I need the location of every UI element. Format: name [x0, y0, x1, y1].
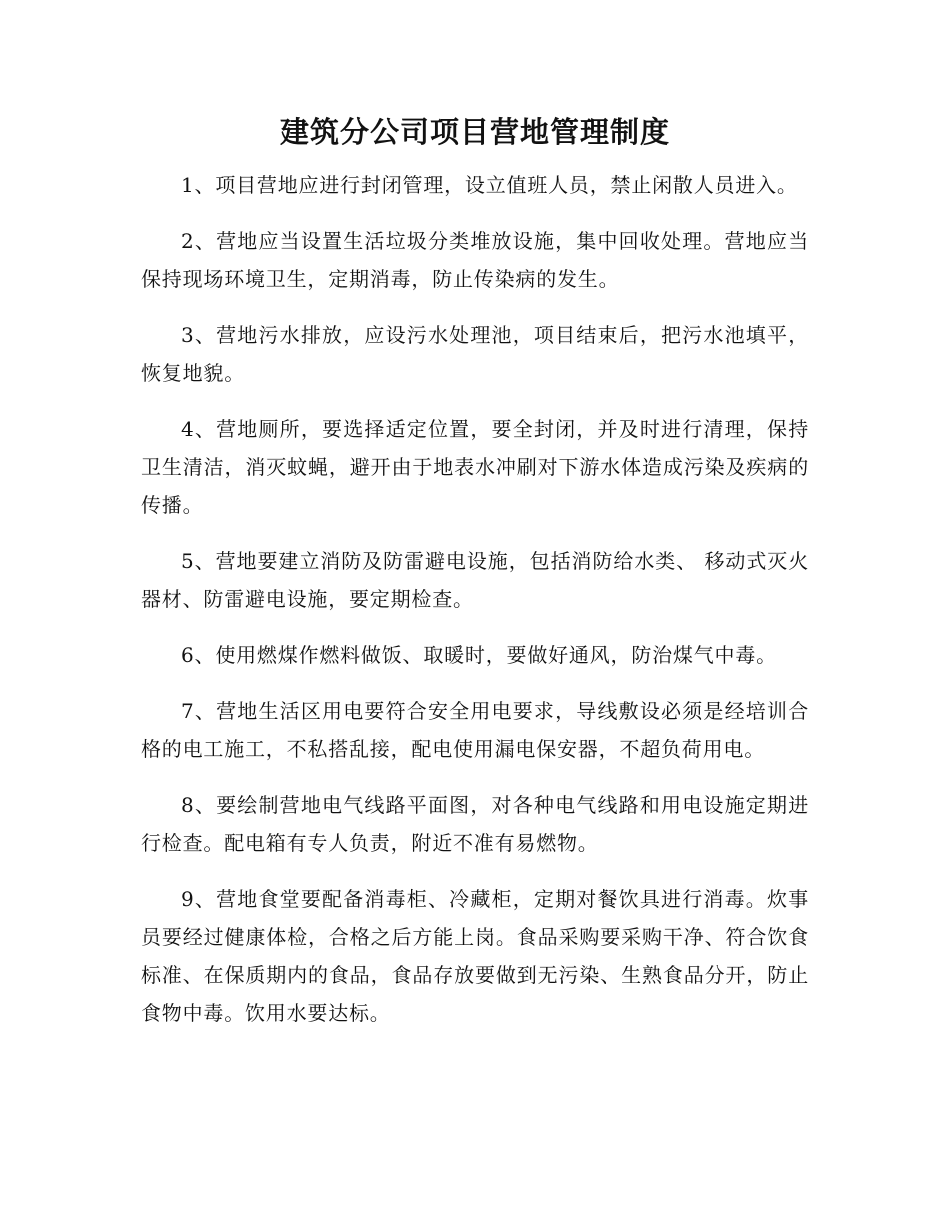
paragraph-7: 7、营地生活区用电要符合安全用电要求，导线敷设必须是经培训合格的电工施工，不私搭乱接，配电使用漏电保安器，不超负荷用电。 — [141, 699, 809, 761]
paragraph-5: 5、营地要建立消防及防雷避电设施，包括消防给水类、 移动式灭火器材、防雷避电设施，要定期检查。 — [141, 549, 809, 611]
document-title: 建筑分公司项目营地管理制度 — [279, 115, 670, 149]
paragraph-3: 3、营地污水排放，应设污水处理池，项目结束后，把污水池填平，恢复地貌。 — [141, 323, 809, 385]
paragraph-6: 6、使用燃煤作燃料做饭、取暖时，要做好通风，防治煤气中毒。 — [181, 643, 777, 667]
paragraph-8: 8、要绘制营地电气线路平面图，对各种电气线路和用电设施定期进行检查。配电箱有专人负责，附近不准有易燃物。 — [141, 793, 809, 855]
paragraph-1: 1、项目营地应进行封闭管理，设立值班人员，禁止闲散人员进入。 — [181, 173, 798, 197]
paragraph-9: 9、营地食堂要配备消毒柜、冷藏柜，定期对餐饮具进行消毒。炊事员要经过健康体检，合格之后方能上岗。食品采购要采购干净、符合饮食标准、在保质期内的食品，食品存放要做到无污染、生熟食品分开，防止食物中毒。饮用水要达标。 — [141, 887, 809, 1025]
paragraph-4: 4、营地厕所，要选择适定位置，要全封闭，并及时进行清理，保持卫生清洁，消灭蚊蝇，避开由于地表水冲刷对下游水体造成污染及疾病的传播。 — [141, 417, 809, 517]
paragraph-2: 2、营地应当设置生活垃圾分类堆放设施，集中回收处理。营地应当保持现场环境卫生，定期消毒，防止传染病的发生。 — [141, 229, 809, 291]
document-body — [141, 166, 809, 1050]
